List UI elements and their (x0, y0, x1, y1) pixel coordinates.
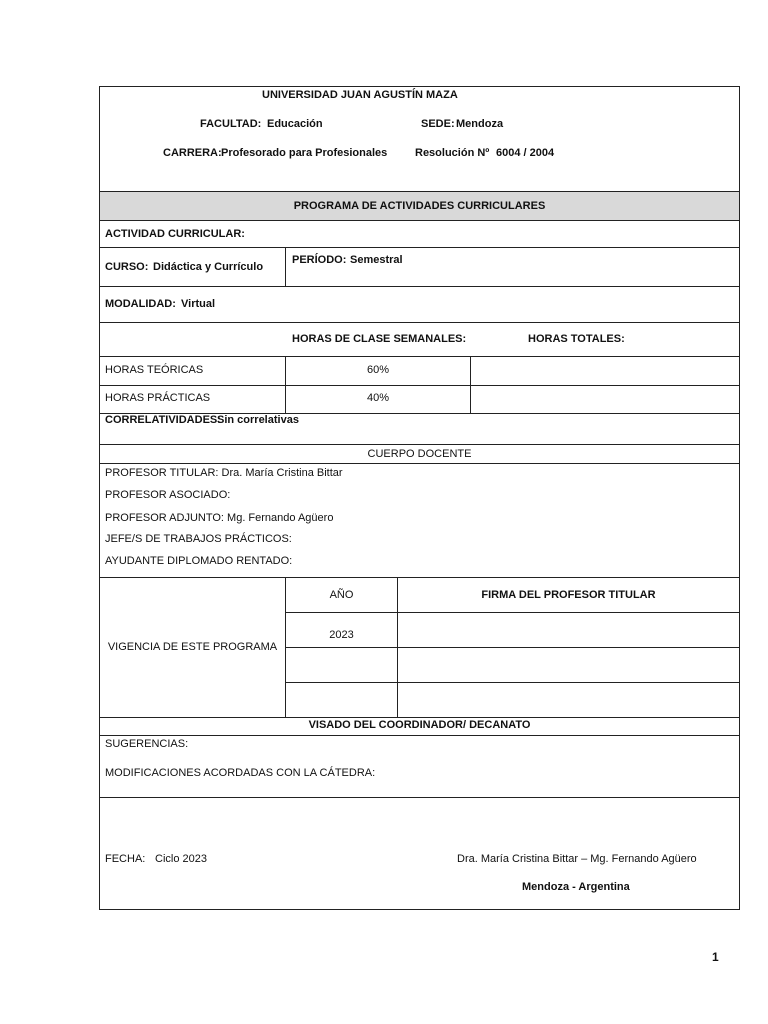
faculty-label: FACULTAD: (200, 118, 262, 130)
staff-titular: PROFESOR TITULAR: Dra. María Cristina Bittar (105, 467, 343, 479)
staff-title: CUERPO DOCENTE (367, 448, 472, 460)
hours-row-value: 60% (366, 364, 390, 376)
staff-adjunto: PROFESOR ADJUNTO: Mg. Fernando Agüero (105, 512, 334, 524)
university-name: UNIVERSIDAD JUAN AGUSTÍN MAZA (262, 89, 458, 101)
year-header: AÑO (329, 589, 354, 601)
validity-year: 2023 (329, 629, 354, 641)
page-number: 1 (712, 950, 719, 964)
date-value: Ciclo 2023 (155, 853, 207, 865)
course-label: CURSO: (105, 261, 149, 273)
signature-header: FIRMA DEL PROFESOR TITULAR (481, 589, 656, 601)
place: Mendoza - Argentina (522, 881, 630, 893)
modality-label: MODALIDAD: (105, 298, 176, 310)
career-value: Profesorado para Profesionales (221, 147, 388, 159)
program-form (99, 86, 740, 910)
sede-value: Mendoza (456, 118, 504, 130)
sede-label: SEDE: (421, 118, 455, 130)
resolution-value: 6004 / 2004 (496, 147, 555, 159)
staff-jefes: JEFE/S DE TRABAJOS PRÁCTICOS: (105, 533, 292, 545)
validity-label: VIGENCIA DE ESTE PROGRAMA (107, 641, 278, 653)
resolution-label: Resolución Nº (415, 147, 490, 159)
staff-asociado: PROFESOR ASOCIADO: (105, 489, 231, 501)
course-value: Didáctica y Currículo (153, 261, 264, 273)
approval-suggestions: SUGERENCIAS: (105, 738, 189, 750)
modality-value: Virtual (181, 298, 216, 310)
program-title: PROGRAMA DE ACTIVIDADES CURRICULARES (293, 200, 546, 212)
hours-row-label: HORAS PRÁCTICAS (105, 392, 211, 404)
staff-ayudante: AYUDANTE DIPLOMADO RENTADO: (105, 555, 293, 567)
weekly-hours-label: HORAS DE CLASE SEMANALES: (292, 333, 467, 345)
correlatives-label: CORRELATIVIDADES: (105, 414, 221, 426)
approval-modifications: MODIFICACIONES ACORDADAS CON LA CÁTEDRA: (105, 767, 376, 779)
faculty-value: Educación (267, 118, 323, 130)
period-value: Semestral (350, 254, 403, 266)
career-label: CARRERA: (163, 147, 222, 159)
period-label: PERÍODO: (292, 254, 347, 266)
activity-label: ACTIVIDAD CURRICULAR: (105, 228, 245, 240)
hours-row-value: 40% (366, 392, 390, 404)
date-label: FECHA: (105, 853, 146, 865)
signatories: Dra. María Cristina Bittar – Mg. Fernando Agüero (457, 853, 697, 865)
approval-title: VISADO DEL COORDINADOR/ DECANATO (308, 719, 531, 731)
total-hours-label: HORAS TOTALES: (528, 333, 625, 345)
correlatives-value: Sin correlativas (217, 414, 299, 426)
hours-row-label: HORAS TEÓRICAS (105, 364, 204, 376)
